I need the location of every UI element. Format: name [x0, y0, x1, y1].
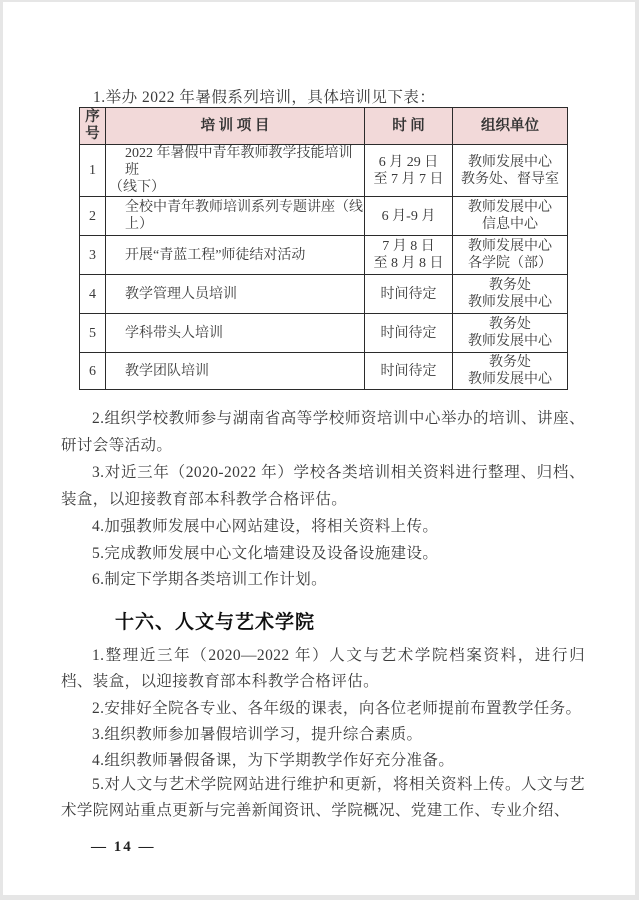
- paragraph: 4.组织教师暑假备课，为下学期教学作好充分准备。: [92, 752, 455, 769]
- cell-time: [365, 353, 453, 390]
- cell-organizer: [453, 197, 568, 236]
- org-line: 教师发展中心: [468, 334, 552, 349]
- time-line: 时间待定: [380, 363, 437, 379]
- paragraph: 2.安排好全院各专业、各年级的课表，向各位老师提前布置教学任务。: [92, 700, 582, 717]
- paragraph: 1.整理近三年（2020—2022 年）人文与艺术学院档案资料，进行归档、装盒，以迎接教育部本科教学合格评估。: [61, 647, 585, 690]
- org-line: 教务处: [489, 278, 531, 293]
- table-row: [80, 353, 568, 390]
- paragraph: 2.组织学校教师参与湖南省高等学校师资培训中心举办的培训、讲座、研讨会等活动。: [61, 410, 585, 454]
- paragraph: 6.制定下学期各类培训工作计划。: [92, 571, 328, 588]
- cell-index: 5: [80, 314, 106, 353]
- header-time: 时 间: [365, 108, 453, 145]
- page-number: — 14 —: [91, 839, 156, 855]
- cell-organizer: [453, 353, 568, 390]
- cell-index: 1: [80, 145, 106, 197]
- table-row: [80, 314, 568, 353]
- org-line: 教务处: [489, 317, 531, 332]
- table-row: [80, 145, 568, 197]
- org-line: 信息中心: [482, 217, 538, 232]
- paragraph: 5.完成教师发展中心文化墙建设及设备设施建设。: [92, 545, 439, 562]
- project-line: 教学管理人员培训: [125, 286, 237, 302]
- training-schedule-table: [79, 107, 568, 390]
- paragraph: 4.加强教师发展中心网站建设，将相关资料上传。: [92, 518, 439, 535]
- project-line: 学科带头人培训: [125, 325, 223, 341]
- org-line: 教师发展中心: [468, 372, 552, 387]
- cell-index: 2: [80, 197, 106, 236]
- cell-time: [365, 197, 453, 236]
- paragraph: 5.对人文与艺术学院网站进行维护和更新，将相关资料上传。人文与艺术学院网站重点更新与完善新闻资讯、学院概况、党建工作、专业介绍、: [61, 776, 585, 819]
- org-line: 各学院（部）: [468, 256, 552, 271]
- table-row: [80, 275, 568, 314]
- cell-index: 4: [80, 275, 106, 314]
- cell-project: [106, 145, 365, 197]
- cell-project: [106, 353, 365, 390]
- time-line: 7 月 8 日: [382, 239, 435, 254]
- cell-project: [106, 236, 365, 275]
- org-line: 教师发展中心: [468, 295, 552, 310]
- project-line: 开展“青蓝工程”师徒结对活动: [125, 247, 306, 263]
- cell-organizer: [453, 145, 568, 197]
- cell-project: [106, 275, 365, 314]
- cell-project: [106, 314, 365, 353]
- project-line: 全校中青年教师培训系列专题讲座（线上）: [125, 200, 363, 232]
- time-line: 至 8 月 8 日: [373, 256, 444, 271]
- org-line: 教师发展中心: [468, 239, 552, 254]
- cell-index: 6: [80, 353, 106, 390]
- table-header-row: [80, 108, 568, 145]
- section-heading: 十六、人文与艺术学院: [115, 612, 316, 633]
- time-line: 时间待定: [380, 325, 437, 341]
- document-page: [3, 2, 635, 895]
- org-line: 教务处、督导室: [461, 171, 559, 187]
- project-line: 教学团队培训: [125, 363, 209, 379]
- project-line: 2022 年暑假中青年教师教学技能培训班: [125, 146, 353, 178]
- header-project: 培 训 项 目: [106, 108, 365, 145]
- table-row: [80, 236, 568, 275]
- cell-time: [365, 145, 453, 197]
- time-line: 6 月 29 日: [378, 154, 439, 170]
- project-line: （线下）: [109, 180, 165, 195]
- cell-organizer: [453, 236, 568, 275]
- cell-time: [365, 275, 453, 314]
- cell-organizer: [453, 275, 568, 314]
- cell-time: [365, 236, 453, 275]
- intro-line: 1.举办 2022 年暑假系列培训，具体培训见下表：: [93, 89, 436, 106]
- cell-index: 3: [80, 236, 106, 275]
- table-row: [80, 197, 568, 236]
- org-line: 教师发展中心: [468, 200, 552, 215]
- paragraph: 3.对近三年（2020-2022 年）学校各类培训相关资料进行整理、归档、装盒，以迎接教育部本科教学合格评估。: [61, 464, 585, 508]
- time-line: 时间待定: [380, 286, 437, 302]
- cell-project: [106, 197, 365, 236]
- cell-time: [365, 314, 453, 353]
- header-organizer: 组织单位: [453, 108, 568, 145]
- cell-organizer: [453, 314, 568, 353]
- time-line: 6 月-9 月: [381, 208, 436, 224]
- header-index: 序号: [80, 108, 106, 145]
- org-line: 教师发展中心: [468, 154, 552, 170]
- org-line: 教务处: [489, 355, 531, 370]
- paragraph: 3.组织教师参加暑假培训学习，提升综合素质。: [92, 726, 423, 743]
- time-line: 至 7 月 7 日: [373, 171, 444, 187]
